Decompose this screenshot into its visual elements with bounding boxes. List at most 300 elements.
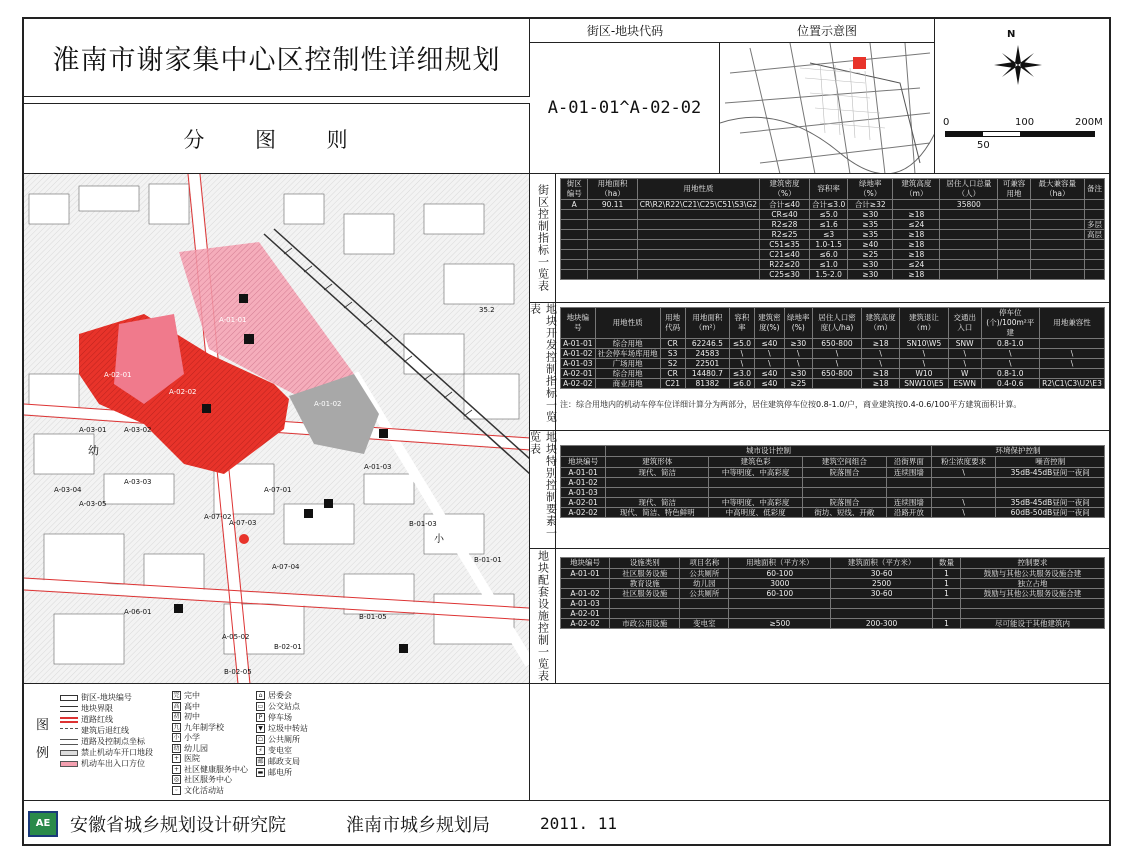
table-cell: ≥18: [893, 250, 940, 260]
map-label-b0103: B-01-03: [409, 520, 437, 528]
table-cell: ≥30: [848, 270, 893, 280]
table-cell: R22≤20: [760, 260, 810, 270]
location-highlight: [853, 57, 866, 69]
table-cell: [1040, 339, 1105, 349]
title-text: 淮南市谢家集中心区控制性详细规划: [52, 45, 501, 76]
table-cell: [1030, 250, 1084, 260]
column-header: 建筑高度（m）: [862, 308, 900, 339]
section-special-control: [530, 431, 1111, 549]
table-cell: [998, 210, 1030, 220]
table-cell: ≤6.0: [730, 379, 755, 389]
legend-symbol-icon: 小: [173, 734, 180, 741]
block-code-box: [530, 43, 720, 174]
table-cell: ≥30: [784, 339, 812, 349]
table-cell: 高层: [1084, 230, 1104, 240]
legend-swatch-icon: [60, 706, 78, 712]
column-header: 建筑空间组合: [802, 457, 886, 468]
table-cell: ≥18: [893, 230, 940, 240]
table-cell: 1.5-2.0: [810, 270, 848, 280]
table-cell: [998, 230, 1030, 240]
table-cell: [998, 250, 1030, 260]
table-cell: 650-800: [812, 369, 862, 379]
table-cell: 90.11: [588, 200, 637, 210]
table-cell: [1084, 200, 1104, 210]
table-cell: [812, 379, 862, 389]
page-title: [24, 19, 530, 97]
legend-label-2: 例: [36, 746, 50, 761]
table-cell: 30-60: [831, 569, 933, 579]
table-cell: A-01-01: [561, 569, 610, 579]
map-label-elev: 35.2: [479, 306, 495, 314]
table-cell: 60-100: [729, 569, 831, 579]
table-cell: [1084, 240, 1104, 250]
column-header: 数量: [932, 558, 960, 569]
table-cell: ≥40: [848, 240, 893, 250]
legend-text: 社区服务中心: [184, 775, 232, 784]
table-cell: [606, 478, 709, 488]
legend-item: [256, 734, 300, 745]
table-cell: ≥25: [784, 379, 812, 389]
legend-symbol-icon: +: [173, 755, 180, 762]
column-header: 备注: [1084, 179, 1104, 200]
table-cell: [680, 599, 729, 609]
table-cell: R2\C1\C3\U2\E3: [1040, 379, 1105, 389]
table-cell: \: [730, 349, 755, 359]
table-row: [561, 599, 1105, 609]
table-cell: ≥30: [784, 369, 812, 379]
map-label-a0601: A-06-01: [124, 608, 152, 616]
table-cell: [831, 609, 933, 619]
map-label-a0102: A-01-02: [314, 400, 342, 408]
table-cell: [588, 260, 637, 270]
legend-swatch-icon: [60, 750, 78, 756]
map-label-a0704: A-07-04: [272, 563, 300, 571]
table-cell: 幼儿园: [680, 579, 729, 589]
table-cell: [561, 250, 588, 260]
table-cell: C21≤40: [760, 250, 810, 260]
table-cell: ≤1.0: [810, 260, 848, 270]
table-cell: [940, 260, 998, 270]
table-cell: SNW10\E5: [900, 379, 949, 389]
table-cell: [637, 250, 759, 260]
table-cell: SN10\W5: [900, 339, 949, 349]
table-cell: [729, 609, 831, 619]
table-cell: [588, 210, 637, 220]
legend-symbol-icon: ⌂: [256, 691, 265, 700]
group-environment: 环境保护控制: [931, 446, 1104, 457]
legend-swatch-icon: [60, 739, 78, 745]
table-cell: ≥30: [848, 260, 893, 270]
table-row: [561, 210, 1105, 220]
map-label-b0205: B-02-05: [224, 668, 252, 676]
table-cell: S2: [660, 359, 685, 369]
table-cell: A-02-01: [561, 609, 610, 619]
table-cell: [1084, 260, 1104, 270]
legend-symbol-icon: +: [173, 765, 180, 773]
table-cell: [1030, 260, 1084, 270]
table-cell: [561, 260, 588, 270]
legend-item: [172, 711, 200, 722]
table-cell: 14480.7: [685, 369, 729, 379]
table-row: [561, 359, 1105, 369]
legend-item: [172, 722, 224, 733]
legend-symbol-icon: 九: [173, 723, 180, 731]
section-label: 地块开发控制指标一览表: [530, 303, 556, 430]
block-code-value: A-01-01^A-02-02: [547, 98, 702, 118]
table-cell: [561, 270, 588, 280]
map-label-b0105: B-01-05: [359, 613, 387, 621]
table-cell: ≤40: [754, 369, 784, 379]
table-cell: [729, 599, 831, 609]
table-cell: \: [900, 349, 949, 359]
table-row: [561, 200, 1105, 210]
table-cell: 连续围墙: [886, 498, 931, 508]
table-cell: [1030, 200, 1084, 210]
legend-text: 道路红线: [81, 715, 113, 724]
column-header: 地块编号: [561, 457, 606, 468]
legend-item: [256, 701, 300, 712]
table-cell: A-01-02: [561, 589, 610, 599]
table-cell: ≤40: [754, 339, 784, 349]
column-header: 交通出入口: [948, 308, 981, 339]
table-cell: ≥500: [729, 619, 831, 629]
legend-text: 小学: [184, 733, 200, 742]
map-label-b0201: B-02-01: [274, 643, 302, 651]
table-cell: [996, 488, 1105, 498]
table-cell: ≥18: [893, 270, 940, 280]
column-header: 建筑密度（%）: [760, 179, 810, 200]
special-control-table: [560, 445, 1105, 518]
legend-item: [256, 690, 292, 701]
legend-swatch-icon: [60, 717, 78, 723]
table-cell: A-01-02: [561, 349, 596, 359]
table-cell: [940, 220, 998, 230]
table-cell: [998, 240, 1030, 250]
table-cell: [709, 488, 803, 498]
block-indicators-table: [560, 178, 1105, 280]
table-cell: [588, 220, 637, 230]
legend-text: 禁止机动车开口地段: [81, 748, 153, 757]
table-cell: ≥18: [893, 210, 940, 220]
table-cell: 35dB-45dB昼间一夜间: [996, 498, 1105, 508]
table-cell: 广场用地: [595, 359, 660, 369]
map-label-a0702: A-07-02: [204, 513, 232, 521]
column-header: 可兼容用地: [998, 179, 1030, 200]
table-cell: A: [561, 200, 588, 210]
table-cell: [961, 609, 1105, 619]
table-cell: [588, 240, 637, 250]
table-row: [561, 230, 1105, 240]
legend-text: 居委会: [268, 691, 292, 700]
table-cell: [588, 250, 637, 260]
legend-symbol-icon: ⚡: [256, 746, 265, 755]
map-label-a0303: A-03-03: [124, 478, 152, 486]
table-cell: C21: [660, 379, 685, 389]
legend-symbol-icon: ◎: [173, 776, 180, 783]
parking-note: 注：综合用地内的机动车停车位详细计算分为两部分，居住建筑停车位按0.8-1.0/户，商业建筑按0.4-0.6/100平方建筑面积计算。: [560, 400, 1022, 409]
legend-swatch-icon: [60, 695, 78, 701]
table-cell: 现代、简洁: [606, 468, 709, 478]
column-header: 建筑高度（m）: [893, 179, 940, 200]
legend-item: [60, 736, 145, 747]
table-cell: [1030, 240, 1084, 250]
table-cell: ≤6.0: [810, 250, 848, 260]
table-cell: 650-800: [812, 339, 862, 349]
legend-item: [172, 785, 224, 796]
table-cell: [998, 270, 1030, 280]
legend-item: [172, 732, 200, 743]
table-row: [561, 488, 1105, 498]
table-cell: 综合用地: [595, 369, 660, 379]
table-cell: [940, 240, 998, 250]
legend-item: [60, 725, 129, 736]
table-cell: 35dB-45dB昼间一夜间: [996, 468, 1105, 478]
map-label-kindergarten: 幼: [88, 444, 99, 457]
table-cell: [709, 478, 803, 488]
location-label: 位置示意图: [796, 24, 857, 38]
table-cell: ≤40: [754, 379, 784, 389]
column-header: 绿地率（%）: [848, 179, 893, 200]
table-cell: \: [784, 349, 812, 359]
column-header: 容积率: [810, 179, 848, 200]
table-cell: [561, 240, 588, 250]
legend-text: 垃圾中转站: [268, 724, 308, 733]
table-cell: S3: [660, 349, 685, 359]
table-cell: 连续围墙: [886, 468, 931, 478]
table-cell: 公共厕所: [680, 569, 729, 579]
legend-text: 邮电所: [268, 768, 292, 777]
legend-text: 幼儿园: [184, 743, 208, 753]
table-cell: [1040, 369, 1105, 379]
column-header: 建筑形体: [606, 457, 709, 468]
table-cell: A-01-01: [561, 468, 606, 478]
table-row: [561, 260, 1105, 270]
legend-text: 初中: [184, 712, 200, 721]
legend-text: 高中: [184, 701, 200, 711]
column-header: 建筑色彩: [709, 457, 803, 468]
column-header: 沿街界面: [886, 457, 931, 468]
table-cell: [940, 270, 998, 280]
column-header: 用地面积（平方米）: [729, 558, 831, 569]
table-cell: [1030, 210, 1084, 220]
column-header: 用地性质: [595, 308, 660, 339]
map-label-a0304: A-03-04: [54, 486, 82, 494]
table-row: [561, 369, 1105, 379]
bureau-name: 淮南市城乡规划局: [346, 814, 490, 836]
date: 2011. 11: [540, 814, 618, 833]
table-cell: ≥30: [848, 210, 893, 220]
legend-item: [172, 690, 200, 701]
scale-50: 50: [977, 140, 990, 151]
table-cell: A-02-02: [561, 619, 610, 629]
table-cell: [802, 478, 886, 488]
table-cell: 1: [932, 589, 960, 599]
map-label-b0101: B-01-01: [474, 556, 502, 564]
toilet-icon: [399, 644, 408, 653]
table-cell: [610, 609, 680, 619]
toilet-icon: [379, 429, 388, 438]
legend-item: [256, 712, 292, 723]
table-cell: 0.8-1.0: [981, 369, 1039, 379]
column-header: 街区编号: [561, 179, 588, 200]
table-cell: C25≤30: [760, 270, 810, 280]
table-cell: 22501: [685, 359, 729, 369]
table-cell: 3000: [729, 579, 831, 589]
table-cell: \: [730, 359, 755, 369]
table-cell: 1.0-1.5: [810, 240, 848, 250]
blank-area: [530, 684, 1111, 801]
legend-item: [60, 758, 145, 769]
legend-item: [60, 747, 153, 758]
logo-text: AE: [35, 818, 51, 829]
map-label-school: 小: [434, 534, 444, 545]
column-header: 用地面积（m²）: [685, 308, 729, 339]
legend-symbol-icon: ▼: [256, 724, 265, 733]
map-label-a0103: A-01-03: [364, 463, 392, 471]
legend-text: 九年制学校: [184, 722, 224, 732]
table-cell: [1030, 220, 1084, 230]
legend-item: [172, 764, 248, 775]
table-cell: 多层: [1084, 220, 1104, 230]
legend-item: [172, 701, 200, 712]
table-cell: 0.4-0.6: [981, 379, 1039, 389]
table-cell: 变电室: [680, 619, 729, 629]
legend-label-1: 图: [36, 718, 50, 733]
table-cell: 2500: [831, 579, 933, 589]
table-row: [561, 349, 1105, 359]
table-cell: [931, 478, 996, 488]
section-label: 街区控制指标一览表: [530, 174, 556, 302]
legend-text: 完中: [184, 691, 200, 700]
table-row: [561, 379, 1105, 389]
table-cell: \: [1040, 359, 1105, 369]
table-cell: [561, 220, 588, 230]
parcel-indicators-table: [560, 307, 1105, 389]
location-map: [720, 43, 935, 174]
table-row: [561, 508, 1105, 518]
legend-symbol-icon: ◦: [172, 786, 181, 795]
table-row: [561, 270, 1105, 280]
table-cell: \: [1040, 349, 1105, 359]
table-cell: 尽可能设于其他建筑内: [961, 619, 1105, 629]
table-cell: \: [981, 349, 1039, 359]
table-cell: 24583: [685, 349, 729, 359]
location-map-graphic: [720, 43, 935, 174]
column-header: 粉尘浓度要求: [931, 457, 996, 468]
table-row: [561, 609, 1105, 619]
table-cell: [961, 599, 1105, 609]
legend-symbol-icon: 完: [173, 692, 180, 699]
scale-200: 200M: [1075, 117, 1103, 128]
table-cell: ≤5.0: [810, 210, 848, 220]
table-cell: W10: [900, 369, 949, 379]
post-icon: [174, 604, 183, 613]
table-cell: R2≤25: [760, 230, 810, 240]
table-cell: A-01-03: [561, 599, 610, 609]
table-cell: [561, 579, 610, 589]
table-cell: [998, 260, 1030, 270]
map-label-a0703: A-07-03: [229, 519, 257, 527]
legend: [24, 684, 530, 801]
table-cell: 1: [932, 569, 960, 579]
table-cell: \: [931, 468, 996, 478]
section-block-indicators: [530, 174, 1111, 303]
table-cell: [588, 270, 637, 280]
table-cell: CR: [660, 339, 685, 349]
column-header: 设施类别: [610, 558, 680, 569]
table-row: [561, 220, 1105, 230]
scale-bar: [945, 131, 1095, 137]
table-cell: 教育设施: [610, 579, 680, 589]
column-header: 绿地率(%): [784, 308, 812, 339]
map-label-a0101: A-01-01: [219, 316, 247, 324]
table-cell: 市政公用设施: [610, 619, 680, 629]
table-cell: CR: [660, 369, 685, 379]
table-cell: 中高明度、低彩度: [709, 508, 803, 518]
table-cell: ≥18: [862, 369, 900, 379]
table-cell: \: [931, 498, 996, 508]
column-header: 容积率: [730, 308, 755, 339]
zoning-map-graphic: [24, 174, 530, 684]
toilet-icon: [239, 294, 248, 303]
table-cell: [680, 609, 729, 619]
table-cell: [940, 210, 998, 220]
table-cell: ≥18: [893, 240, 940, 250]
table-cell: A-01-03: [561, 359, 596, 369]
map-label-a0201: A-02-01: [104, 371, 132, 379]
subtitle-text: 分 图 则: [183, 127, 370, 152]
legend-text: 公交站点: [268, 702, 300, 711]
table-cell: 60-100: [729, 589, 831, 599]
section-label: 地块特别控制要素一览表: [530, 431, 556, 548]
table-cell: ≥35: [848, 230, 893, 240]
legend-text: 地块界限: [81, 704, 113, 713]
table-cell: CR≤40: [760, 210, 810, 220]
institute-name: 安徽省城乡规划设计研究院: [70, 814, 286, 836]
table-cell: \: [862, 349, 900, 359]
table-cell: 35800: [940, 200, 998, 210]
table-cell: [932, 609, 960, 619]
location-header: [720, 19, 935, 43]
column-header: 用地代码: [660, 308, 685, 339]
table-cell: [637, 230, 759, 240]
table-row: [561, 569, 1105, 579]
table-cell: [637, 220, 759, 230]
table-cell: 社区服务设施: [610, 569, 680, 579]
table-cell: ≤3: [810, 230, 848, 240]
legend-text: 医院: [184, 754, 200, 763]
table-cell: ≥35: [848, 220, 893, 230]
table-cell: 院落围合: [802, 498, 886, 508]
column-header: 噪音控制: [996, 457, 1105, 468]
table-cell: 1: [932, 579, 960, 589]
table-cell: A-02-01: [561, 369, 596, 379]
table-cell: [1030, 270, 1084, 280]
north-arrow-icon: [990, 43, 1046, 87]
legend-text: 道路及控制点坐标: [81, 737, 145, 746]
column-header: 控制要求: [961, 558, 1105, 569]
table-cell: 中等明度、中高彩度: [709, 498, 803, 508]
legend-item: [256, 745, 292, 756]
footer: [24, 801, 1111, 846]
table-cell: [802, 488, 886, 498]
legend-text: 建筑后退红线: [81, 726, 129, 735]
legend-symbol-icon: 邮: [257, 758, 264, 765]
table-cell: 沿路开放: [886, 508, 931, 518]
table-cell: W: [948, 369, 981, 379]
north-label: N: [1007, 29, 1016, 40]
table-cell: ≤1.6: [810, 220, 848, 230]
